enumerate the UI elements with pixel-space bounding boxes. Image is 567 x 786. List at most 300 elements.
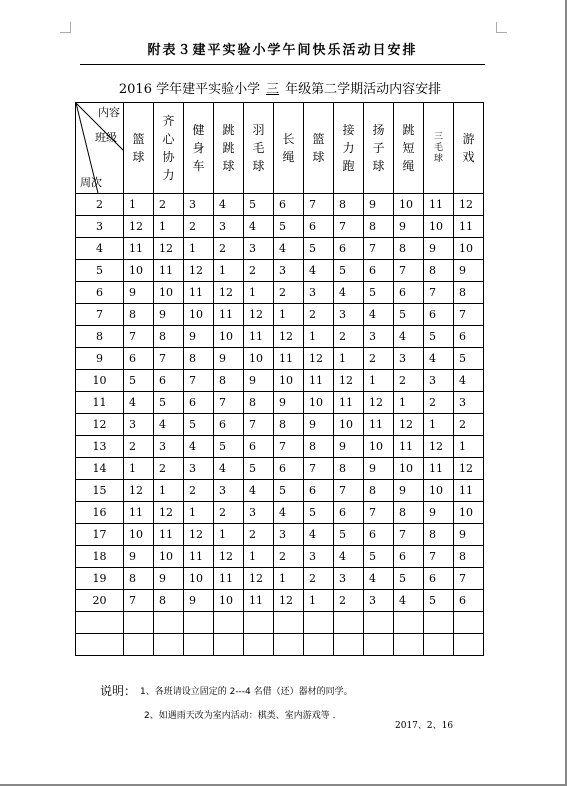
table-row bbox=[76, 436, 484, 458]
diagonal-label-content: 内容 bbox=[98, 106, 120, 119]
class-cell: 8 bbox=[364, 480, 394, 502]
class-cell: 2 bbox=[304, 304, 334, 326]
note-item-1: 1、各班请设立固定的 2---4 名借（还）器材的同学。 bbox=[140, 687, 353, 697]
class-cell: 2 bbox=[334, 590, 364, 612]
table-body bbox=[76, 194, 484, 656]
class-cell: 4 bbox=[244, 216, 274, 238]
class-cell: 1 bbox=[214, 524, 244, 546]
class-cell: 8 bbox=[154, 590, 184, 612]
class-cell: 8 bbox=[184, 348, 214, 370]
class-cell bbox=[274, 634, 304, 656]
class-cell bbox=[304, 612, 334, 634]
class-cell: 11 bbox=[184, 282, 214, 304]
class-cell: 8 bbox=[394, 238, 424, 260]
activity-header-label: 健身车 bbox=[192, 123, 205, 173]
class-cell: 9 bbox=[154, 568, 184, 590]
class-cell: 10 bbox=[184, 304, 214, 326]
class-cell: 10 bbox=[154, 546, 184, 568]
activity-header-label: 篮球 bbox=[132, 132, 145, 164]
table-row bbox=[76, 370, 484, 392]
class-cell: 2 bbox=[154, 194, 184, 216]
class-cell: 12 bbox=[394, 414, 424, 436]
class-cell: 5 bbox=[424, 326, 454, 348]
activity-header-label: 羽毛球 bbox=[252, 123, 265, 173]
class-cell: 11 bbox=[124, 238, 154, 260]
table-row bbox=[76, 216, 484, 238]
class-cell: 7 bbox=[124, 326, 154, 348]
activity-header bbox=[124, 103, 154, 194]
class-cell: 2 bbox=[274, 282, 304, 304]
week-cell: 9 bbox=[76, 348, 124, 370]
week-cell: 4 bbox=[76, 238, 124, 260]
class-cell: 11 bbox=[424, 458, 454, 480]
class-cell: 7 bbox=[394, 260, 424, 282]
class-cell: 5 bbox=[334, 260, 364, 282]
header-rule bbox=[80, 64, 485, 65]
class-cell: 7 bbox=[304, 458, 334, 480]
class-cell bbox=[124, 612, 154, 634]
activity-header-label: 齐心协力 bbox=[162, 114, 175, 182]
activity-header-label: 游戏 bbox=[462, 132, 475, 164]
class-cell: 3 bbox=[364, 326, 394, 348]
class-cell: 2 bbox=[364, 348, 394, 370]
class-cell: 6 bbox=[364, 260, 394, 282]
class-cell: 3 bbox=[184, 194, 214, 216]
class-cell: 1 bbox=[394, 392, 424, 414]
class-cell bbox=[184, 634, 214, 656]
class-cell: 12 bbox=[124, 216, 154, 238]
activity-schedule-table bbox=[75, 102, 484, 656]
week-cell: 17 bbox=[76, 524, 124, 546]
class-cell: 2 bbox=[304, 568, 334, 590]
class-cell: 4 bbox=[394, 326, 424, 348]
class-cell: 10 bbox=[274, 370, 304, 392]
table-row bbox=[76, 238, 484, 260]
class-cell: 12 bbox=[454, 194, 484, 216]
class-cell: 11 bbox=[184, 546, 214, 568]
week-cell: 18 bbox=[76, 546, 124, 568]
class-cell: 3 bbox=[184, 458, 214, 480]
class-cell: 4 bbox=[274, 238, 304, 260]
class-cell: 9 bbox=[394, 216, 424, 238]
class-cell: 9 bbox=[424, 502, 454, 524]
class-cell bbox=[394, 634, 424, 656]
class-cell: 1 bbox=[124, 458, 154, 480]
class-cell: 6 bbox=[154, 370, 184, 392]
class-cell: 7 bbox=[424, 546, 454, 568]
activity-header bbox=[394, 103, 424, 194]
class-cell: 4 bbox=[274, 502, 304, 524]
week-cell: 2 bbox=[76, 194, 124, 216]
class-cell: 9 bbox=[244, 370, 274, 392]
table-row bbox=[76, 568, 484, 590]
activity-header bbox=[154, 103, 184, 194]
class-cell: 11 bbox=[424, 194, 454, 216]
class-cell: 11 bbox=[334, 392, 364, 414]
class-cell: 4 bbox=[154, 414, 184, 436]
table-row bbox=[76, 282, 484, 304]
class-cell: 9 bbox=[304, 414, 334, 436]
class-cell: 6 bbox=[454, 326, 484, 348]
note-item-2: 2、如遇雨天改为室内活动：棋类、室内游戏等 ． bbox=[144, 711, 342, 721]
week-cell: 13 bbox=[76, 436, 124, 458]
table-row bbox=[76, 260, 484, 282]
class-cell: 12 bbox=[274, 326, 304, 348]
class-cell: 1 bbox=[334, 348, 364, 370]
class-cell: 1 bbox=[454, 436, 484, 458]
class-cell: 7 bbox=[244, 414, 274, 436]
class-cell: 1 bbox=[274, 304, 304, 326]
class-cell: 1 bbox=[424, 414, 454, 436]
class-cell: 9 bbox=[184, 590, 214, 612]
class-cell: 3 bbox=[154, 436, 184, 458]
class-cell: 8 bbox=[124, 568, 154, 590]
class-cell: 6 bbox=[424, 304, 454, 326]
table-row bbox=[76, 590, 484, 612]
activity-header bbox=[244, 103, 274, 194]
class-cell: 2 bbox=[244, 260, 274, 282]
class-cell: 11 bbox=[244, 590, 274, 612]
class-cell: 12 bbox=[184, 524, 214, 546]
week-cell: 19 bbox=[76, 568, 124, 590]
class-cell: 12 bbox=[334, 370, 364, 392]
class-cell: 2 bbox=[334, 326, 364, 348]
class-cell: 9 bbox=[154, 304, 184, 326]
class-cell: 5 bbox=[364, 546, 394, 568]
class-cell bbox=[334, 634, 364, 656]
week-cell: 15 bbox=[76, 480, 124, 502]
class-cell: 8 bbox=[394, 502, 424, 524]
diagonal-header-cell bbox=[76, 103, 124, 194]
class-cell: 2 bbox=[394, 370, 424, 392]
class-cell: 8 bbox=[334, 194, 364, 216]
class-cell bbox=[364, 634, 394, 656]
class-cell: 11 bbox=[154, 260, 184, 282]
class-cell: 6 bbox=[274, 194, 304, 216]
class-cell: 12 bbox=[424, 436, 454, 458]
class-cell bbox=[394, 612, 424, 634]
class-cell: 11 bbox=[394, 436, 424, 458]
class-cell: 9 bbox=[364, 458, 394, 480]
class-cell: 8 bbox=[424, 524, 454, 546]
class-cell: 11 bbox=[214, 304, 244, 326]
class-cell: 3 bbox=[394, 348, 424, 370]
class-cell: 9 bbox=[124, 282, 154, 304]
activity-header-label: 跳跳球 bbox=[222, 123, 235, 173]
class-cell bbox=[154, 634, 184, 656]
class-cell: 8 bbox=[304, 436, 334, 458]
class-cell: 9 bbox=[334, 436, 364, 458]
week-cell: 14 bbox=[76, 458, 124, 480]
class-cell: 10 bbox=[214, 590, 244, 612]
activity-header bbox=[334, 103, 364, 194]
class-cell: 7 bbox=[214, 392, 244, 414]
class-cell: 10 bbox=[334, 414, 364, 436]
class-cell: 5 bbox=[274, 216, 304, 238]
class-cell: 8 bbox=[274, 414, 304, 436]
week-cell: 6 bbox=[76, 282, 124, 304]
table-header-row bbox=[76, 103, 484, 194]
class-cell: 6 bbox=[304, 216, 334, 238]
class-cell: 1 bbox=[304, 326, 334, 348]
class-cell: 11 bbox=[364, 414, 394, 436]
class-cell bbox=[214, 612, 244, 634]
class-cell: 10 bbox=[424, 480, 454, 502]
class-cell: 4 bbox=[424, 348, 454, 370]
class-cell: 3 bbox=[274, 524, 304, 546]
class-cell: 3 bbox=[124, 414, 154, 436]
class-cell: 4 bbox=[214, 458, 244, 480]
class-cell: 3 bbox=[244, 502, 274, 524]
class-cell: 10 bbox=[424, 216, 454, 238]
class-cell: 5 bbox=[394, 304, 424, 326]
class-cell: 2 bbox=[274, 546, 304, 568]
class-cell: 7 bbox=[364, 238, 394, 260]
diagonal-label-class: 班级 bbox=[95, 131, 117, 144]
table-row bbox=[76, 480, 484, 502]
class-cell: 7 bbox=[424, 282, 454, 304]
class-cell: 7 bbox=[274, 436, 304, 458]
class-cell: 10 bbox=[304, 392, 334, 414]
activity-header-label: 长绳 bbox=[282, 132, 295, 164]
class-cell: 7 bbox=[154, 348, 184, 370]
table-row bbox=[76, 524, 484, 546]
class-cell: 1 bbox=[154, 216, 184, 238]
class-cell: 3 bbox=[214, 216, 244, 238]
table-row bbox=[76, 304, 484, 326]
class-cell: 5 bbox=[334, 524, 364, 546]
class-cell: 4 bbox=[214, 194, 244, 216]
class-cell: 1 bbox=[184, 238, 214, 260]
class-cell: 11 bbox=[244, 326, 274, 348]
class-cell: 5 bbox=[394, 568, 424, 590]
class-cell bbox=[334, 612, 364, 634]
activity-header-label: 篮球 bbox=[312, 132, 325, 164]
class-cell: 5 bbox=[274, 480, 304, 502]
activity-header bbox=[214, 103, 244, 194]
class-cell: 2 bbox=[424, 392, 454, 414]
activity-header-label: 三毛球 bbox=[433, 131, 443, 164]
week-cell: 20 bbox=[76, 590, 124, 612]
class-cell: 10 bbox=[394, 194, 424, 216]
class-cell: 12 bbox=[304, 348, 334, 370]
class-cell: 6 bbox=[184, 392, 214, 414]
class-cell: 7 bbox=[304, 194, 334, 216]
notes-label: 说明： bbox=[100, 684, 137, 698]
class-cell: 3 bbox=[214, 480, 244, 502]
activity-header bbox=[454, 103, 484, 194]
class-cell bbox=[364, 612, 394, 634]
class-cell: 3 bbox=[454, 392, 484, 414]
class-cell: 11 bbox=[304, 370, 334, 392]
class-cell: 4 bbox=[334, 546, 364, 568]
class-cell: 4 bbox=[184, 436, 214, 458]
class-cell: 4 bbox=[394, 590, 424, 612]
class-cell: 1 bbox=[304, 590, 334, 612]
class-cell: 9 bbox=[454, 524, 484, 546]
class-cell: 9 bbox=[424, 238, 454, 260]
class-cell: 9 bbox=[454, 260, 484, 282]
class-cell: 10 bbox=[124, 524, 154, 546]
class-cell: 1 bbox=[214, 260, 244, 282]
activity-header bbox=[184, 103, 214, 194]
class-cell: 3 bbox=[304, 546, 334, 568]
class-cell: 3 bbox=[334, 304, 364, 326]
class-cell: 7 bbox=[184, 370, 214, 392]
week-cell: 10 bbox=[76, 370, 124, 392]
title-prefix: 2016 学年建平实验小学 bbox=[118, 82, 261, 97]
class-cell: 12 bbox=[214, 282, 244, 304]
page-title bbox=[70, 78, 490, 97]
class-cell: 1 bbox=[244, 282, 274, 304]
class-cell: 6 bbox=[334, 502, 364, 524]
class-cell: 8 bbox=[214, 370, 244, 392]
table-row bbox=[76, 546, 484, 568]
class-cell: 9 bbox=[364, 194, 394, 216]
class-cell: 10 bbox=[214, 326, 244, 348]
class-cell: 5 bbox=[304, 502, 334, 524]
week-cell: 5 bbox=[76, 260, 124, 282]
crop-mark-top-left bbox=[60, 22, 71, 33]
class-cell: 5 bbox=[454, 348, 484, 370]
class-cell: 1 bbox=[364, 370, 394, 392]
week-cell bbox=[76, 634, 124, 656]
class-cell: 2 bbox=[214, 502, 244, 524]
class-cell: 1 bbox=[244, 546, 274, 568]
table-row bbox=[76, 392, 484, 414]
week-cell: 12 bbox=[76, 414, 124, 436]
class-cell: 10 bbox=[184, 568, 214, 590]
class-cell: 8 bbox=[454, 546, 484, 568]
class-cell: 9 bbox=[394, 480, 424, 502]
activity-header bbox=[304, 103, 334, 194]
class-cell: 5 bbox=[244, 194, 274, 216]
class-cell: 7 bbox=[454, 568, 484, 590]
class-cell: 6 bbox=[394, 546, 424, 568]
class-cell: 8 bbox=[244, 392, 274, 414]
table-row bbox=[76, 612, 484, 634]
class-cell: 12 bbox=[244, 304, 274, 326]
class-cell: 8 bbox=[454, 282, 484, 304]
class-cell: 3 bbox=[334, 568, 364, 590]
class-cell: 9 bbox=[214, 348, 244, 370]
class-cell: 9 bbox=[274, 392, 304, 414]
class-cell: 6 bbox=[124, 348, 154, 370]
class-cell: 10 bbox=[154, 282, 184, 304]
class-cell bbox=[424, 634, 454, 656]
week-cell bbox=[76, 612, 124, 634]
class-cell: 5 bbox=[424, 590, 454, 612]
class-cell: 7 bbox=[124, 590, 154, 612]
class-cell: 3 bbox=[304, 282, 334, 304]
class-cell: 12 bbox=[154, 238, 184, 260]
activity-header bbox=[424, 103, 454, 194]
class-cell bbox=[244, 612, 274, 634]
class-cell: 11 bbox=[214, 568, 244, 590]
class-cell: 8 bbox=[424, 260, 454, 282]
class-cell: 7 bbox=[454, 304, 484, 326]
table-row bbox=[76, 326, 484, 348]
class-cell bbox=[154, 612, 184, 634]
diagonal-label-week: 周次 bbox=[80, 176, 102, 189]
activity-header bbox=[364, 103, 394, 194]
class-cell bbox=[454, 612, 484, 634]
class-cell: 9 bbox=[124, 546, 154, 568]
title-suffix: 年级第二学期活动内容安排 bbox=[285, 82, 442, 97]
document-header: 附表３建平实验小学午间快乐活动日安排 bbox=[147, 43, 418, 58]
class-cell: 4 bbox=[304, 524, 334, 546]
activity-header-label: 扬子球 bbox=[372, 123, 385, 173]
class-cell: 6 bbox=[214, 414, 244, 436]
class-cell: 7 bbox=[364, 502, 394, 524]
class-cell: 1 bbox=[124, 194, 154, 216]
class-cell: 3 bbox=[364, 590, 394, 612]
crop-mark-top-right bbox=[496, 22, 507, 33]
class-cell: 7 bbox=[334, 216, 364, 238]
class-cell: 4 bbox=[304, 260, 334, 282]
class-cell: 2 bbox=[184, 216, 214, 238]
class-cell: 6 bbox=[334, 238, 364, 260]
table-row bbox=[76, 634, 484, 656]
class-cell: 2 bbox=[154, 458, 184, 480]
class-cell: 10 bbox=[454, 238, 484, 260]
class-cell: 7 bbox=[334, 480, 364, 502]
activity-header-label: 接力跑 bbox=[342, 123, 355, 173]
class-cell: 5 bbox=[244, 458, 274, 480]
class-cell: 10 bbox=[364, 436, 394, 458]
class-cell: 3 bbox=[424, 370, 454, 392]
class-cell: 12 bbox=[184, 260, 214, 282]
class-cell: 5 bbox=[184, 414, 214, 436]
class-cell: 6 bbox=[244, 436, 274, 458]
class-cell: 10 bbox=[124, 260, 154, 282]
class-cell: 4 bbox=[124, 392, 154, 414]
class-cell: 6 bbox=[274, 458, 304, 480]
class-cell: 6 bbox=[304, 480, 334, 502]
class-cell: 6 bbox=[394, 282, 424, 304]
class-cell: 11 bbox=[154, 524, 184, 546]
class-cell: 1 bbox=[274, 568, 304, 590]
class-cell: 1 bbox=[154, 480, 184, 502]
class-cell: 9 bbox=[184, 326, 214, 348]
class-cell: 4 bbox=[334, 282, 364, 304]
class-cell: 4 bbox=[364, 304, 394, 326]
class-cell: 6 bbox=[364, 524, 394, 546]
class-cell bbox=[214, 634, 244, 656]
class-cell: 2 bbox=[124, 436, 154, 458]
class-cell: 10 bbox=[394, 458, 424, 480]
class-cell: 10 bbox=[454, 502, 484, 524]
table-row bbox=[76, 348, 484, 370]
class-cell: 12 bbox=[364, 392, 394, 414]
class-cell: 5 bbox=[124, 370, 154, 392]
class-cell: 3 bbox=[244, 238, 274, 260]
week-cell: 16 bbox=[76, 502, 124, 524]
class-cell: 3 bbox=[274, 260, 304, 282]
class-cell: 11 bbox=[124, 502, 154, 524]
class-cell: 2 bbox=[184, 480, 214, 502]
class-cell bbox=[184, 612, 214, 634]
class-cell: 6 bbox=[424, 568, 454, 590]
class-cell: 11 bbox=[454, 480, 484, 502]
class-cell: 2 bbox=[214, 238, 244, 260]
title-grade: 三 bbox=[266, 82, 280, 97]
class-cell: 12 bbox=[214, 546, 244, 568]
document-date: 2017、2、16 bbox=[395, 721, 454, 731]
class-cell: 8 bbox=[364, 216, 394, 238]
class-cell: 12 bbox=[274, 590, 304, 612]
class-cell: 1 bbox=[184, 502, 214, 524]
